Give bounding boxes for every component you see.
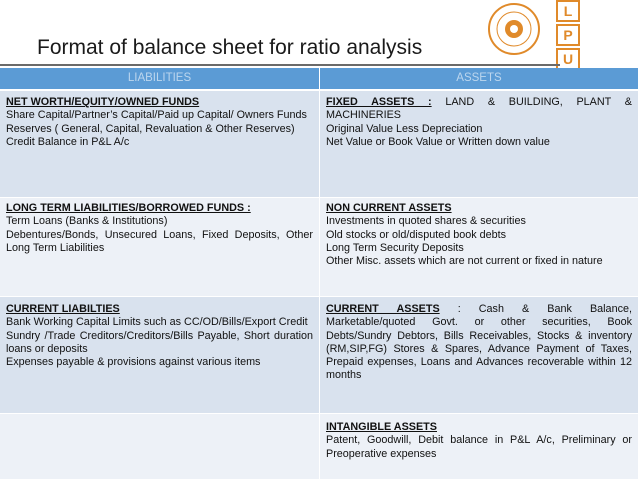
non-current-heading: NON CURRENT ASSETS (326, 202, 452, 214)
current-liabilities-line-1: Bank Working Capital Limits such as CC/OD/Bills/Export Credit (6, 316, 308, 329)
fixed-assets-line-2: Net Value or Book Value or Written down value (326, 135, 550, 148)
intangible-line-1: Patent, Goodwill, Debit balance in P&L A/c, Preliminary or Preoperative expenses (326, 434, 632, 460)
long-term-line-2: Debentures/Bonds, Unsecured Loans, Fixed Deposits, Other Long Term Liabilities (6, 228, 313, 254)
logo-letter-l: L (556, 0, 580, 22)
fixed-assets-line-1: Original Value Less Depreciation (326, 122, 483, 135)
networth-line-3: Credit Balance in P&L A/c (6, 135, 130, 148)
lpu-letters-logo (556, 0, 582, 72)
assets-header: ASSETS (320, 68, 638, 89)
networth-heading: NET WORTH/EQUITY/OWNED FUNDS (6, 96, 200, 108)
non-current-assets-cell (320, 198, 638, 296)
intangible-assets-cell (320, 414, 638, 479)
networth-cell (0, 91, 319, 197)
current-liabilities-line-3: Expenses payable & provisions against various items (6, 356, 261, 369)
intangible-heading: INTANGIBLE ASSETS (326, 421, 437, 433)
long-term-heading: LONG TERM LIABILITIES/BORROWED FUNDS : (6, 202, 251, 214)
logo-letter-p: P (556, 24, 580, 46)
fixed-assets-heading: FIXED ASSETS : (326, 96, 432, 108)
liabilities-header: LIABILITIES (0, 68, 319, 89)
networth-line-2: Reserves ( General, Capital, Revaluation & Other Reserves) (6, 122, 295, 135)
current-liabilities-cell (0, 297, 319, 413)
non-current-line-3: Long Term Security Deposits (326, 241, 464, 254)
current-assets-cell (320, 297, 638, 413)
university-seal-logo (487, 2, 541, 56)
page-title: Format of balance sheet for ratio analysis (37, 36, 423, 59)
long-term-line-1: Term Loans (Banks & Institutions) (6, 215, 168, 228)
fixed-assets-cell (320, 91, 638, 197)
current-liabilities-heading: CURRENT LIABILTIES (6, 303, 120, 315)
empty-liabilities-cell (0, 414, 319, 479)
title-underline (0, 64, 560, 66)
networth-line-1: Share Capital/Partner’s Capital/Paid up Capital/ Owners Funds (6, 109, 307, 122)
non-current-line-2: Old stocks or old/disputed book debts (326, 228, 507, 241)
non-current-line-4: Other Misc. assets which are not current or fixed in nature (326, 255, 603, 268)
non-current-line-1: Investments in quoted shares & securities (326, 215, 526, 228)
fixed-assets-heading-rest: LAND & BUILDING, PLANT & MACHINERIES (326, 96, 632, 122)
current-assets-text: : Cash & Bank Balance, Marketable/quoted Govt. or other securities, Book Debts/Sundry Debtors, Bills Receivables, Stocks & inventory (RM,SIP,FG) Stores & Spares, Advance Payment of Taxes, Prepaid expenses, Loans and Advances recoverable within 12 months (326, 303, 632, 382)
logo-letter-u: U (556, 48, 580, 70)
current-assets-heading: CURRENT ASSETS (326, 303, 440, 315)
long-term-cell (0, 198, 319, 296)
current-liabilities-line-2: Sundry /Trade Creditors/Creditors/Bills Payable, Short duration loans or deposits (6, 329, 313, 355)
